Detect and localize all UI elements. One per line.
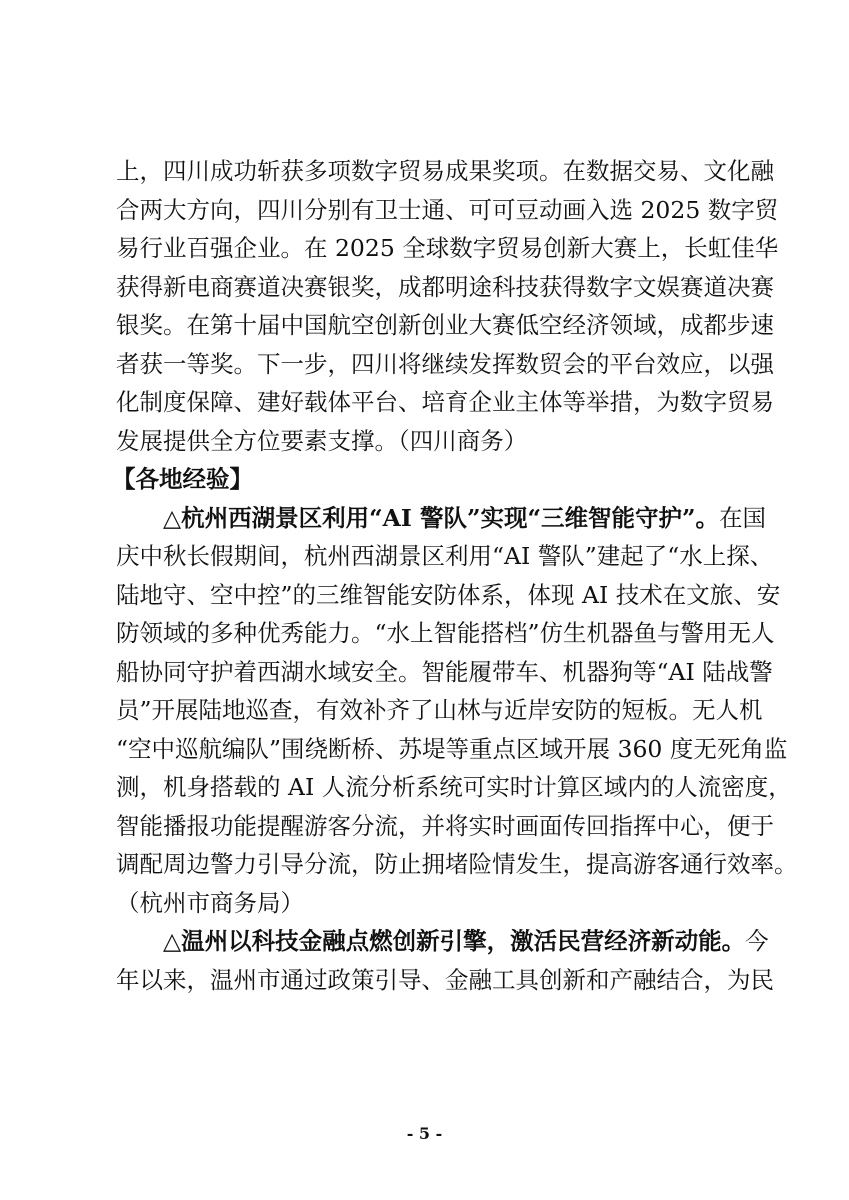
text-line: 船协同守护着西湖水域安全。智能履带车、机器狗等“AI 陆战警 bbox=[116, 657, 773, 686]
text-line: 员”开展陆地巡查，有效补齐了山林与近岸安防的短板。无人机 bbox=[116, 696, 763, 724]
text-line: 庆中秋长假期间，杭州西湖景区利用“AI 警队”建起了“水上探、 bbox=[116, 542, 774, 570]
text-line: 者获一等奖。下一步，四川将继续发挥数贸会的平台效应，以强 bbox=[116, 349, 774, 378]
section-heading: 【各地经验】 bbox=[112, 465, 253, 493]
text-line: 调配周边警力引导分流，防止拥堵险情发生，提高游客通行效率。 bbox=[116, 850, 798, 878]
text-line: 化制度保障、建好载体平台、培育企业主体等举措，为数字贸易 bbox=[116, 388, 774, 416]
text-line: “空中巡航编队”围绕断桥、苏堤等重点区域开展 360 度无死角监 bbox=[116, 734, 788, 763]
paragraph-wenzhou bbox=[116, 922, 774, 999]
paragraph-hangzhou bbox=[116, 499, 798, 923]
item-first-line bbox=[116, 922, 769, 961]
item-heading: △杭州西湖景区利用“AI 警队”实现“三维智能守护”。 bbox=[163, 503, 720, 532]
item-heading: △温州以科技金融点燃创新引擎，激活民营经济新动能。 bbox=[163, 927, 746, 955]
text-line: 智能播报功能提醒游客分流，并将实时画面传回指挥中心，便于 bbox=[116, 811, 774, 840]
text-line: 陆地守、空中控”的三维智能安防体系，体现 AI 技术在文旅、安 bbox=[116, 580, 781, 609]
text-line: 获得新电商赛道决赛银奖，成都明途科技获得数字文娱赛道决赛 bbox=[116, 272, 774, 301]
document-body bbox=[112, 152, 798, 999]
text-line: 上，四川成功斩获多项数字贸易成果奖项。在数据交易、文化融 bbox=[116, 157, 774, 185]
item-heading-continuation: 今 bbox=[745, 927, 769, 955]
paragraph-sichuan bbox=[116, 152, 779, 460]
text-line: 银奖。在第十届中国航空创新创业大赛低空经济领域，成都步速 bbox=[116, 311, 774, 339]
item-heading-continuation: 在国 bbox=[719, 503, 767, 532]
text-line: 合两大方向，四川分别有卫士通、可可豆动画入选 2025 数字贸 bbox=[116, 195, 779, 224]
text-line: 易行业百强企业。在 2025 全球数字贸易创新大赛上，长虹佳华 bbox=[116, 234, 779, 262]
text-line: 发展提供全方位要素支撑。（四川商务） bbox=[116, 426, 528, 455]
source-note: （杭州市商务局） bbox=[116, 888, 304, 917]
item-first-line bbox=[116, 499, 767, 538]
text-line: 年以来，温州市通过政策引导、金融工具创新和产融结合，为民 bbox=[116, 965, 774, 994]
text-line: 防领域的多种优秀能力。“水上智能搭档”仿生机器鱼与警用无人 bbox=[116, 619, 775, 647]
text-line: 测，机身搭载的 AI 人流分析系统可实时计算区域内的人流密度， bbox=[116, 773, 792, 801]
page-number: - 5 - bbox=[406, 1124, 443, 1143]
